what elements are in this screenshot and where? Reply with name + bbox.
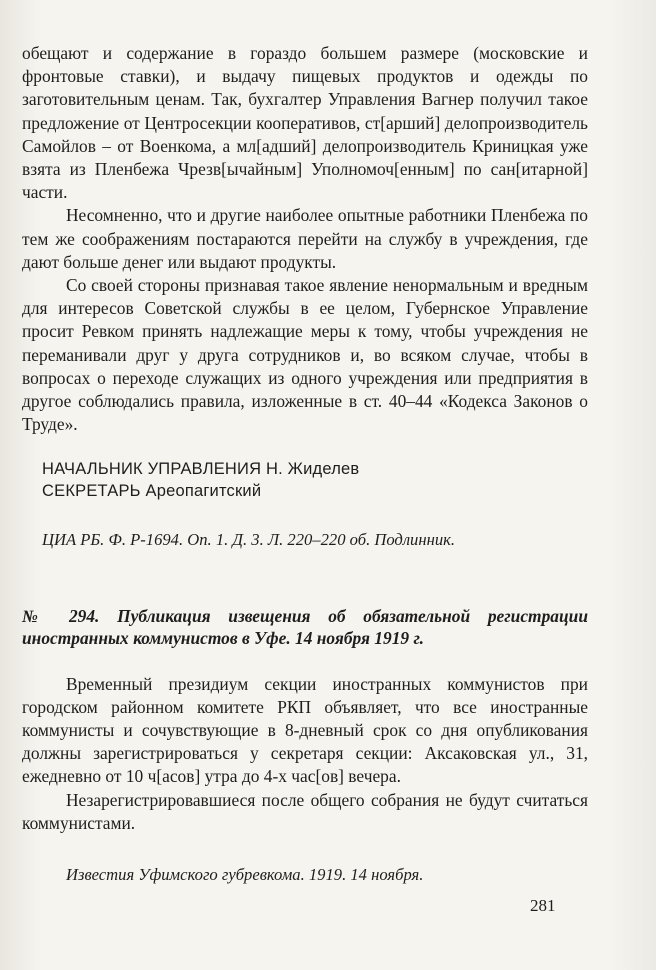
- document-title: № 294. Публикация извещения об обязательной регистрации иностранных коммунистов в Уфе. 14 ноября 1919 г.: [22, 605, 588, 648]
- publication-source: Известия Уфимского губревкома. 1919. 14 ноября.: [66, 865, 424, 885]
- paragraph-employees: Несомненно, что и другие наиболее опытные работники Пленбежа по тем же соображениям постараются перейти на службу в учреждения, где дают больше денег или выдают продукты.: [22, 205, 588, 272]
- paragraph-continuation: обещают и содержание в гораздо большем размере (московские и фронтовые ставки), и выдачу пищевых продуктов и одежды по заготовительным ценам. Так, бухгалтер Управления Вагнер получил такое предложение от Центросекции кооперативов, ст[арший] делопроизводитель Самойлов – от Военкома, а мл[адший] делопроизводитель Криницкая уже взята из Пленбежа Чрезв[ычайным] Уполномоч[енным] по сан[итарной] части.: [22, 43, 588, 203]
- signature-block: [22, 458, 588, 502]
- document-body: [22, 673, 588, 835]
- signature-secretary: СЕКРЕТАРЬ Ареопагитский: [42, 482, 262, 501]
- text-column: [22, 42, 588, 886]
- paragraph-announcement: Временный президиум секции иностранных коммунистов при городском районном комитете РКП объявляет, что все иностранные коммунисты и сочувствующие в 8-дневный срок со дня опубликования должны зарегистрироваться у секретаря секции: Аксаковская ул., 31, ежедневно от 10 ч[асов] утра до 4-х час[ов] вечера.: [22, 673, 588, 787]
- signature-head: НАЧАЛЬНИК УПРАВЛЕНИЯ Н. Жиделев: [42, 460, 360, 479]
- archive-source: ЦИА РБ. Ф. Р-1694. Оп. 1. Д. 3. Л. 220–220 об. Подлинник.: [42, 530, 456, 550]
- paragraph-unregistered: Незарегистрировавшиеся после общего собрания не будут считаться коммунистами.: [22, 789, 588, 833]
- paragraph-request: Со своей стороны признавая такое явление ненормальным и вредным для интересов Советской службы в ее целом, Губернское Управление просит Ревком принять надлежащие меры к тому, чтобы учреждения не переманивали друг у друга сотрудников и, во всяком случае, чтобы в вопросах о переходе служащих из одного учреждения или предприятия в другое соблюдались правила, изложенные в ст. 40–44 «Кодекса Законов о Труде».: [22, 275, 588, 435]
- page-number: 281: [530, 896, 556, 915]
